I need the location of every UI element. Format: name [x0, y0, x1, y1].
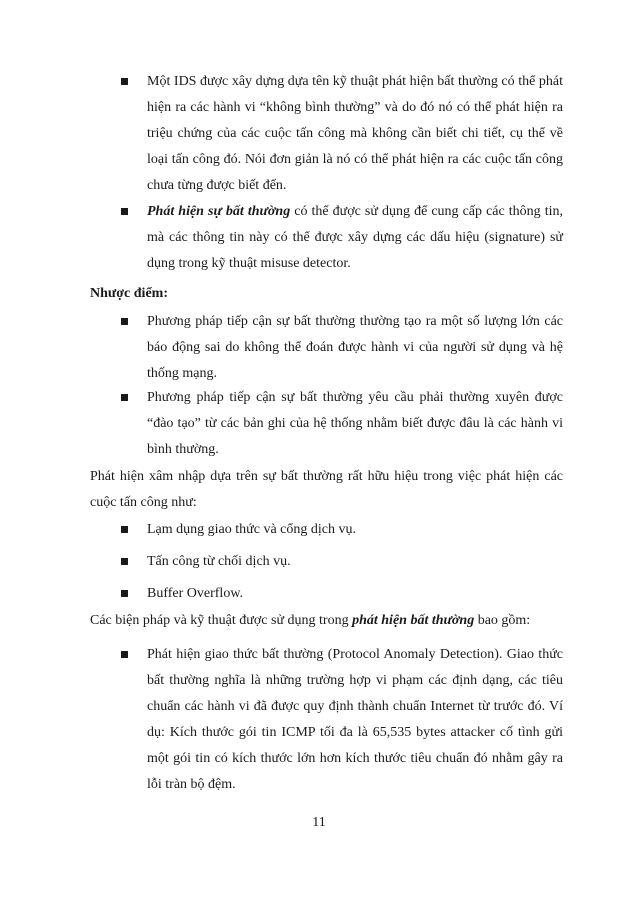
square-bullet-icon: [121, 394, 128, 401]
page-number: 11: [312, 815, 326, 830]
list-item: Phát hiện sự bất thường có thể được sử dụng để cung cấp các thông tin, mà các thông tin này có thể được xây dựng các dấu hiệu (signature) sử dụng trong kỹ thuật misuse detector.: [147, 199, 563, 277]
emphasis-term: Phát hiện sự bất thường: [147, 204, 291, 219]
square-bullet-icon: [121, 651, 128, 658]
section-heading: Nhược điểm:: [90, 286, 168, 301]
square-bullet-icon: [121, 526, 128, 533]
square-bullet-icon: [121, 208, 128, 215]
emphasis-term: phát hiện bất thường: [352, 613, 475, 628]
square-bullet-icon: [121, 558, 128, 565]
list-item: Phương pháp tiếp cận sự bất thường yêu cầu phải thường xuyên được “đào tạo” từ các bản ghi của hệ thống nhằm biết được đâu là các hành vi bình thường.: [147, 385, 563, 463]
square-bullet-icon: [121, 78, 128, 85]
list-item: Phương pháp tiếp cận sự bất thường thường tạo ra một số lượng lớn các báo động sai do không thể đoán được hành vi của người sử dụng và hệ thống mạng.: [147, 309, 563, 387]
square-bullet-icon: [121, 318, 128, 325]
paragraph: Phát hiện xâm nhập dựa trên sự bất thường rất hữu hiệu trong việc phát hiện các cuộc tấn công như:: [90, 469, 563, 510]
list-item: Một IDS được xây dựng dựa tên kỹ thuật phát hiện bất thường có thể phát hiện ra các hành vi “không bình thường” và do đó nó có thể phát hiện ra triệu chứng của các cuộc tấn công mà không cần biết chi tiết, cụ thể về loại tấn công đó. Nói đơn giản là nó có thể phát hiện ra các cuộc tấn công chưa từng được biết đến.: [147, 69, 563, 199]
list-item: Buffer Overflow.: [147, 581, 563, 607]
list-item: Phát hiện giao thức bất thường (Protocol Anomaly Detection). Giao thức bất thường nghĩa là những trường hợp vi phạm các định dạng, các tiêu chuẩn các hành vi đã được quy định thành chuẩn Internet từ trước đó. Ví dụ: Kích thước gói tin ICMP tối đa là 65,535 bytes attacker cố tình gửi một gói tin có kích thước lớn hơn kích thước tiêu chuẩn đó nhằm gây ra lỗi tràn bộ đệm.: [147, 642, 563, 798]
list-item: Tấn công từ chối dịch vụ.: [147, 549, 563, 575]
list-item: Lạm dụng giao thức và cổng dịch vụ.: [147, 517, 563, 543]
square-bullet-icon: [121, 590, 128, 597]
paragraph: Các biện pháp và kỹ thuật được sử dụng trong phát hiện bất thường bao gồm:: [90, 613, 531, 628]
